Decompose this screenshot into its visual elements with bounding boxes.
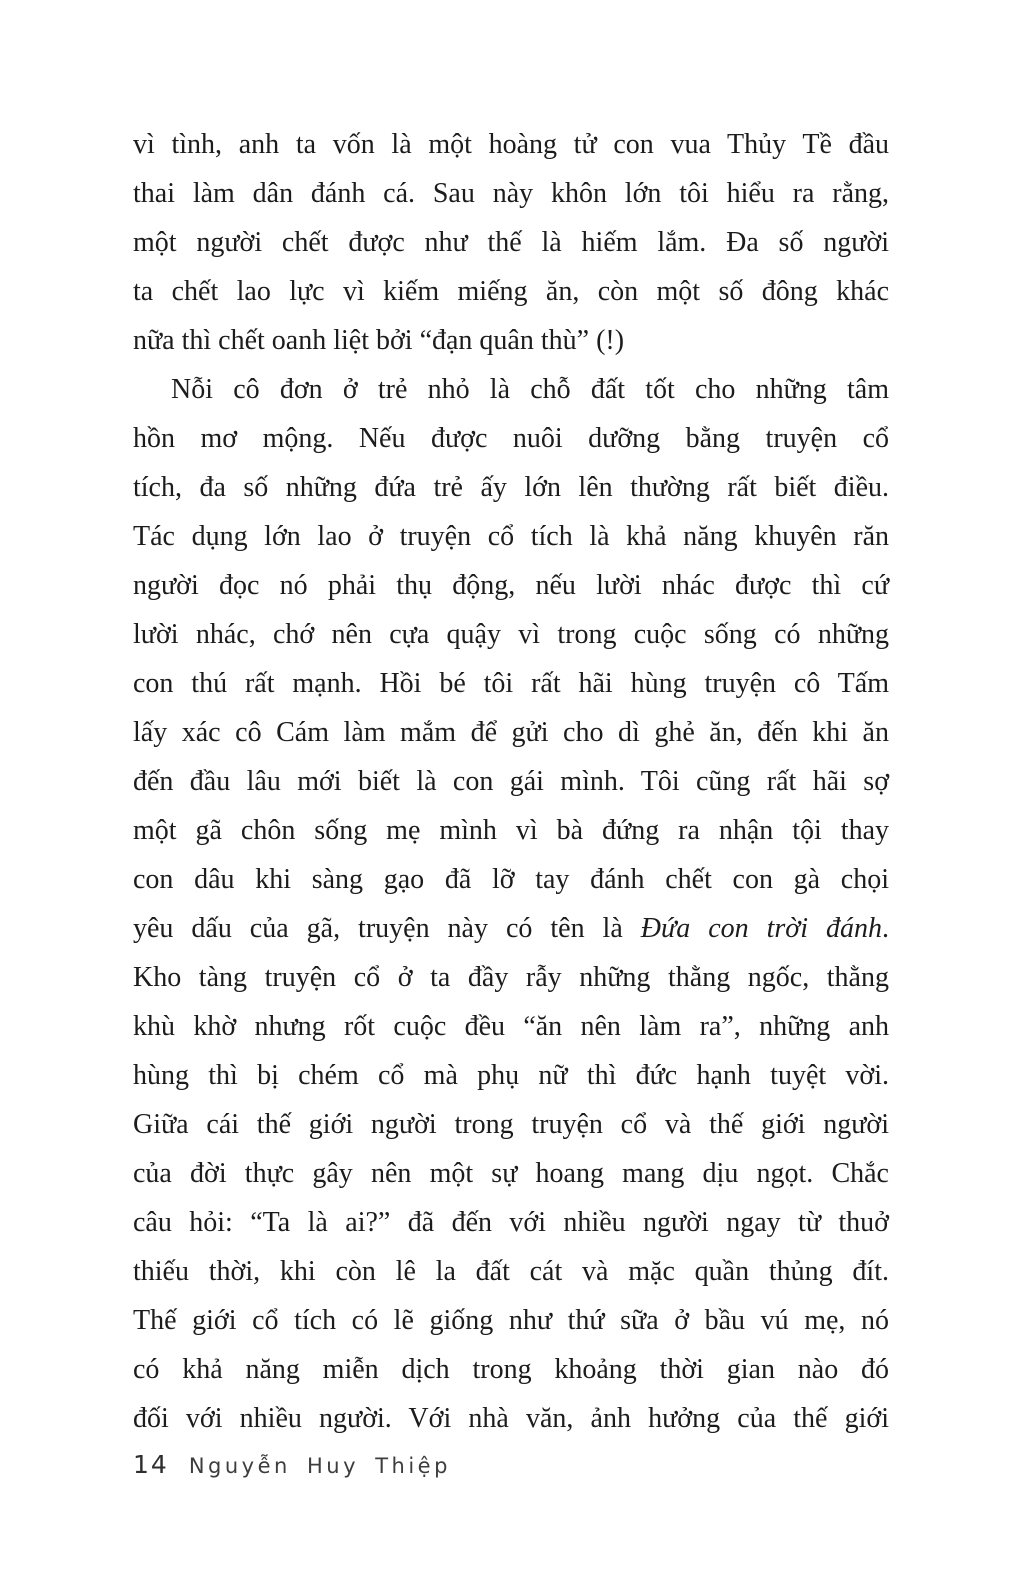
- text-segment: đối với nhiều người. Với nhà văn, ảnh hưởng của thế giới: [133, 1403, 889, 1434]
- text-line: [133, 1002, 889, 1051]
- text-segment: Thế giới cổ tích có lẽ giống như thứ sữa ở bầu vú mẹ, nó: [133, 1305, 889, 1336]
- text-segment: con thú rất mạnh. Hồi bé tôi rất hãi hùng truyện cô Tấm: [133, 668, 889, 699]
- text-line: [133, 708, 889, 757]
- text-segment: có khả năng miễn dịch trong khoảng thời gian nào đó: [133, 1354, 889, 1385]
- running-title-author: Nguyễn Huy Thiệp: [188, 1454, 451, 1478]
- text-segment: lấy xác cô Cám làm mắm để gửi cho dì ghẻ ăn, đến khi ăn: [133, 717, 889, 748]
- text-segment: lười nhác, chớ nên cựa quậy vì trong cuộc sống có những: [133, 619, 889, 650]
- text-segment: ta chết lao lực vì kiếm miếng ăn, còn một số đông khác: [133, 276, 889, 307]
- text-line: [133, 757, 889, 806]
- text-segment: hùng thì bị chém cổ mà phụ nữ thì đức hạnh tuyệt vời.: [133, 1060, 889, 1091]
- text-line: [133, 1051, 889, 1100]
- text-line: [133, 855, 889, 904]
- text-line: [133, 365, 889, 414]
- text-segment: vì tình, anh ta vốn là một hoàng tử con vua Thủy Tề đầu: [133, 129, 889, 160]
- text-line: [133, 169, 889, 218]
- book-title-italic: Đứa con trời đánh: [640, 913, 882, 944]
- text-line: [133, 1198, 889, 1247]
- text-line: [133, 512, 889, 561]
- text-segment: thai làm dân đánh cá. Sau này khôn lớn tôi hiểu ra rằng,: [133, 178, 889, 209]
- text-line: [133, 218, 889, 267]
- text-line: [133, 561, 889, 610]
- text-line: [133, 1394, 889, 1443]
- text-line: [133, 414, 889, 463]
- text-segment: tích, đa số những đứa trẻ ấy lớn lên thường rất biết điều.: [133, 472, 889, 503]
- text-segment: Giữa cái thế giới người trong truyện cổ và thế giới người: [133, 1109, 889, 1140]
- text-segment: hồn mơ mộng. Nếu được nuôi dưỡng bằng truyện cổ: [133, 423, 889, 454]
- text-line: [133, 806, 889, 855]
- text-segment: con dâu khi sàng gạo đã lỡ tay đánh chết con gà chọi: [133, 864, 889, 895]
- text-segment: khù khờ nhưng rốt cuộc đều “ăn nên làm ra”, những anh: [133, 1011, 889, 1042]
- text-segment: một gã chôn sống mẹ mình vì bà đứng ra nhận tội thay: [133, 815, 889, 846]
- text-segment: .: [881, 913, 889, 944]
- text-line: [133, 1296, 889, 1345]
- text-line: [133, 316, 889, 365]
- text-line: [133, 1149, 889, 1198]
- text-segment: thiếu thời, khi còn lê la đất cát và mặc quần thủng đít.: [133, 1256, 889, 1287]
- text-line: [133, 463, 889, 512]
- text-segment: người đọc nó phải thụ động, nếu lười nhác được thì cứ: [133, 570, 889, 601]
- text-line: [133, 1345, 889, 1394]
- page-number: 14: [133, 1450, 169, 1479]
- text-line: [133, 267, 889, 316]
- text-segment: Nỗi cô đơn ở trẻ nhỏ là chỗ đất tốt cho những tâm: [171, 374, 889, 405]
- text-line: [133, 1100, 889, 1149]
- text-line: [133, 659, 889, 708]
- text-segment: một người chết được như thế là hiếm lắm. Đa số người: [133, 227, 889, 258]
- text-segment: Tác dụng lớn lao ở truyện cổ tích là khả năng khuyên răn: [133, 521, 889, 552]
- text-segment: yêu dấu của gã, truyện này có tên là: [133, 913, 641, 944]
- text-segment: của đời thực gây nên một sự hoang mang dịu ngọt. Chắc: [133, 1158, 889, 1189]
- text-segment: nữa thì chết oanh liệt bởi “đạn quân thù” (!): [133, 325, 625, 356]
- text-segment: đến đầu lâu mới biết là con gái mình. Tôi cũng rất hãi sợ: [133, 766, 889, 797]
- text-block: [133, 120, 889, 1443]
- page-footer: [133, 1450, 451, 1479]
- text-line: [133, 1247, 889, 1296]
- text-line: [133, 120, 889, 169]
- text-segment: Kho tàng truyện cổ ở ta đầy rẫy những thằng ngốc, thằng: [133, 962, 889, 993]
- text-line: [133, 610, 889, 659]
- text-line: [133, 953, 889, 1002]
- text-line: [133, 904, 889, 953]
- text-segment: câu hỏi: “Ta là ai?” đã đến với nhiều người ngay từ thuở: [133, 1207, 889, 1238]
